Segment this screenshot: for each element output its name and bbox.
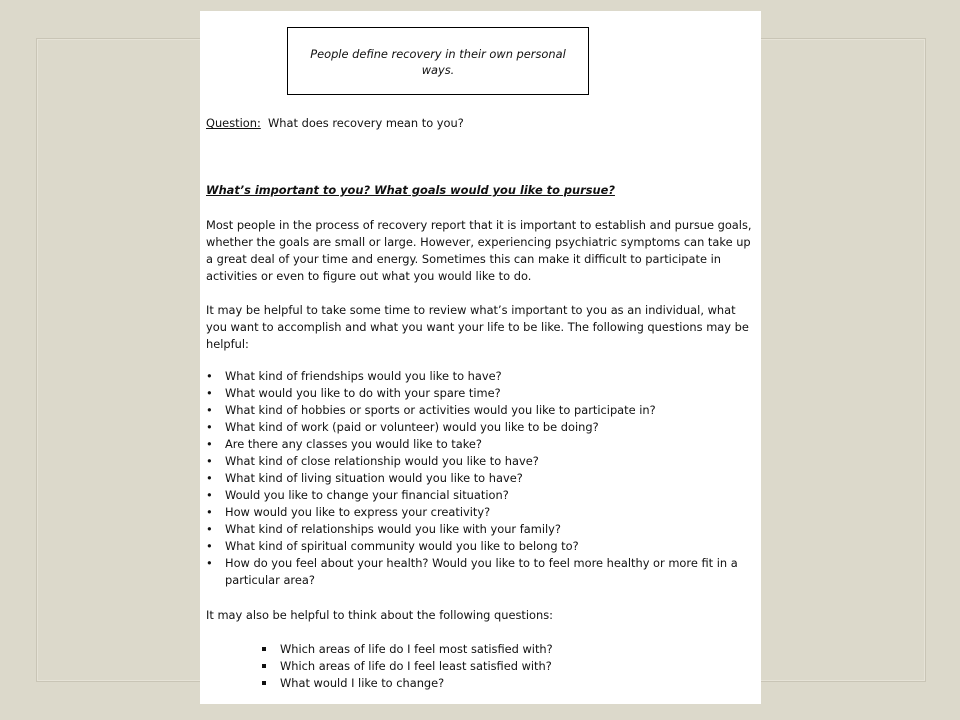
callout-text: People define recovery in their own personal ways.	[310, 47, 566, 77]
paragraph-followup: It may also be helpful to think about the following questions:	[206, 608, 554, 622]
list-item: • What kind of spiritual community would you like to belong to?	[206, 538, 754, 555]
list-item: What would I like to change?	[260, 675, 553, 692]
list-item: • How would you like to express your creativity?	[206, 504, 754, 521]
list-item: • What kind of work (paid or volunteer) would you like to be doing?	[206, 419, 754, 436]
paragraph-intro: Most people in the process of recovery report that it is important to establish and pursue goals, whether the goals are small or large. However, experiencing psychiatric symptoms can take up a great deal of your time and energy. Sometimes this can make it difficult to participate in activities or even to figure out what you would like to do.	[206, 218, 752, 283]
question-line	[206, 115, 464, 132]
list-item: Which areas of life do I feel most satisfied with?	[260, 641, 553, 658]
list-item: • What kind of friendships would you like to have?	[206, 368, 754, 385]
callout-box	[287, 27, 589, 95]
question-text: What does recovery mean to you?	[268, 116, 464, 130]
paragraph-review: It may be helpful to take some time to review what’s important to you as an individual, what you want to accomplish and what you want your life to be like. The following questions may be helpful:	[206, 303, 749, 351]
list-item: • How do you feel about your health? Would you like to to feel more healthy or more fit in a particular area?	[206, 555, 754, 589]
list-item: • What kind of relationships would you like with your family?	[206, 521, 754, 538]
reflection-list	[260, 641, 553, 692]
list-item: Which areas of life do I feel least satisfied with?	[260, 658, 553, 675]
list-item: • Are there any classes you would like to take?	[206, 436, 754, 453]
list-item: • What kind of hobbies or sports or activities would you like to participate in?	[206, 402, 754, 419]
list-item: • What would you like to do with your spare time?	[206, 385, 754, 402]
section-heading: What’s important to you? What goals would you like to pursue?	[206, 183, 615, 197]
list-item: • What kind of living situation would you like to have?	[206, 470, 754, 487]
list-item: • What kind of close relationship would you like to have?	[206, 453, 754, 470]
question-list	[206, 368, 754, 589]
document-page	[200, 11, 761, 704]
question-label: Question:	[206, 116, 261, 130]
list-item: • Would you like to change your financial situation?	[206, 487, 754, 504]
